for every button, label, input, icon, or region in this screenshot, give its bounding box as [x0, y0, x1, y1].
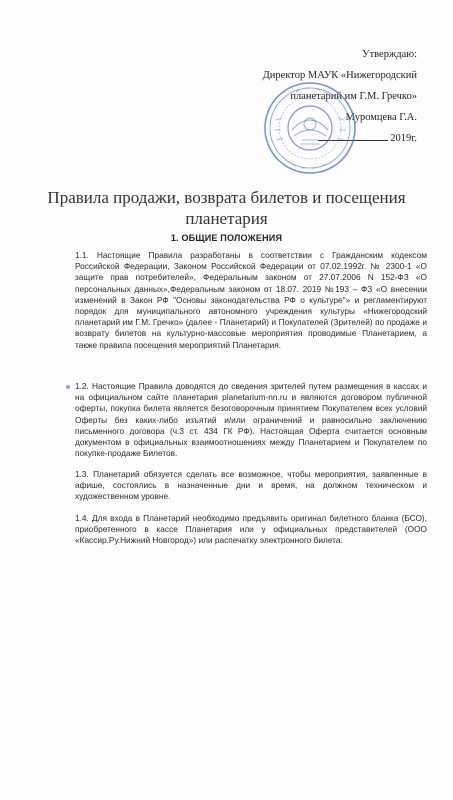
approval-line-4: Муромцева Г.А. [345, 112, 417, 123]
approval-date: 2019г. [390, 133, 417, 144]
bullet-dot [66, 385, 70, 389]
paragraph-1-2: 1.2. Настоящие Правила доводятся до сведения зрителей путем размещения в кассах и на официальном сайте планетария planetarium-nn.ru и являются договором публичной оферты, покупка билета является безоговорочным принятием Покупателем всех условий Оферты без каких-либо изъятий и/или ограничений и равносильно заключению письменного договора (ч.3 ст. 434 ГК РФ). Настоящая Оферта считается основным документом в официальных взаимоотношениях между Планетарием и Покупателем по покупке-продаже Билетов. [75, 381, 427, 459]
approval-line-1: Утверждаю: [362, 49, 417, 60]
paragraph-1-1: 1.1. Настоящие Правила разработаны в соответствии с Гражданским кодексом Российской Федерации, Законом Российской Федерации от 07.02.1992г. № 2300-1 «О защите прав потребителей», Федеральным законом от 27.07.2006 N 152-ФЗ «О персональных данных»,Федеральным законом от 18.07. 2019 №193 – ФЗ «О внесении изменений в Закон РФ "Основы законодательства РФ о культуре"» и регламентируют порядок для муниципального автономного учреждения культуры «Нижегородский планетарий им Г.М. Гречко» (далее - Планетарий) и Покупателей (Зрителей) по продаже и возврату билетов на культурно-массовые мероприятия проводимые Планетарием, а также правила посещения мероприятий Планетария. [75, 250, 427, 350]
section-heading: 1. ОБЩИЕ ПОЛОЖЕНИЯ [170, 233, 283, 243]
approval-line-3: планетарий им Г.М. Гречко» [290, 91, 417, 102]
document-title: Правила продажи, возврата билетов и посещения планетария [47, 188, 406, 228]
approval-line-2: Директор МАУК «Нижегородский [262, 70, 417, 81]
paragraph-1-3: 1.3. Планетарий обязуется сделать все возможное, чтобы мероприятия, заявленные в афише, состоялись в назначенные дни и время, на должном техническом и художественном уровне. [75, 469, 427, 502]
paragraph-1-4: 1.4. Для входа в Планетарий необходимо предъявить оригинал билетного бланка (БСО), приобретенного в кассе Планетария или у официальных представителей (ООО «Кассир.Ру.Нижний Новгород») или распечатку электронного билета. [75, 513, 427, 546]
official-stamp [262, 80, 358, 176]
